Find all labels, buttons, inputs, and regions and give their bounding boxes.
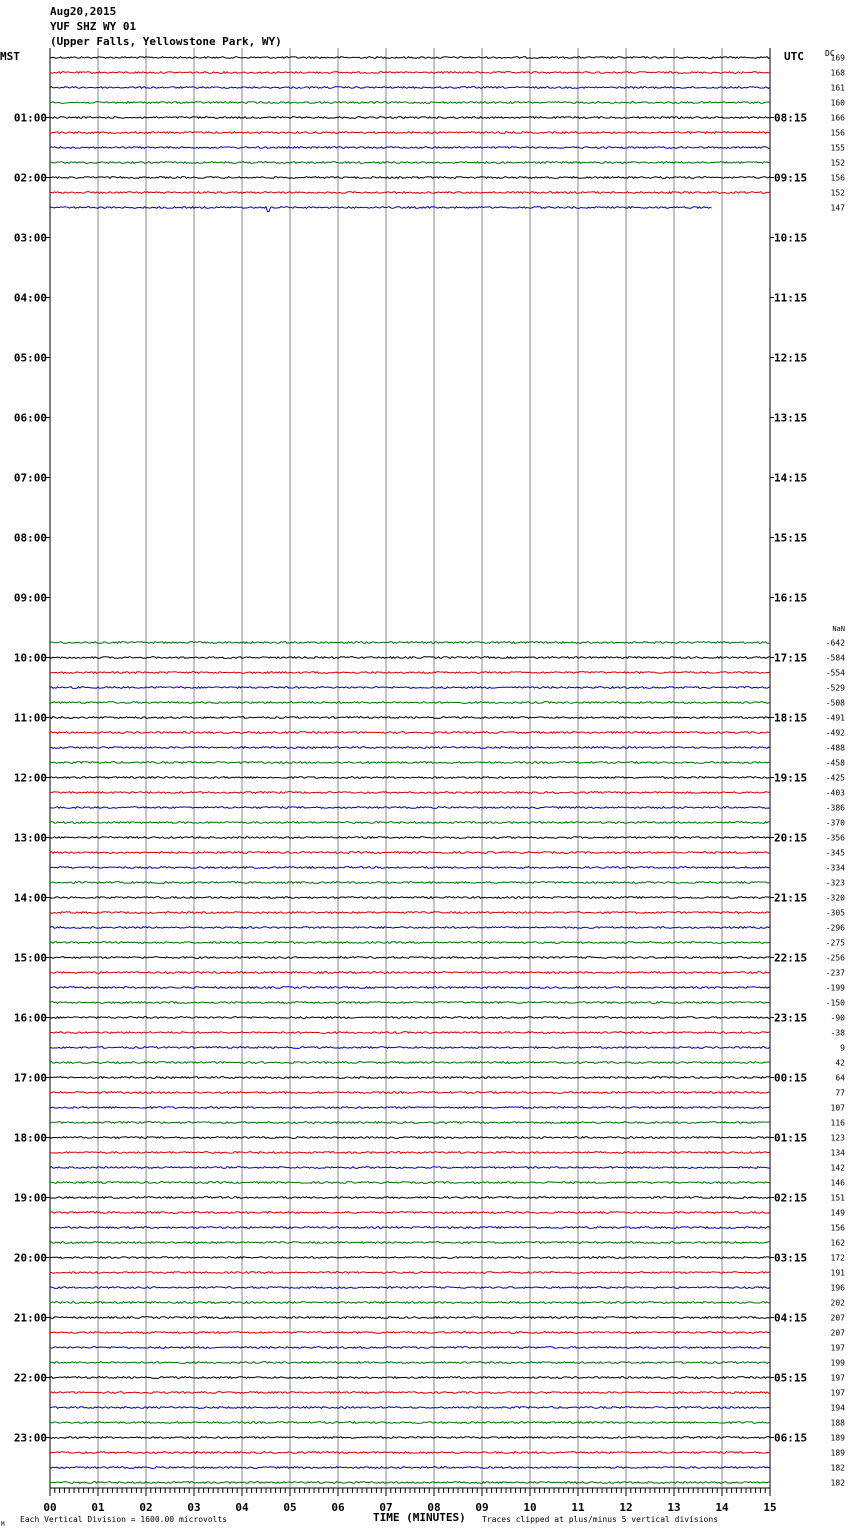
seismic-trace [50,1062,770,1064]
utc-hour-label: 09:15 [774,171,808,185]
dc-offset-label: -90 [830,1013,845,1023]
dc-offset-label: -370 [825,818,845,828]
x-tick-label: 08 [427,1501,441,1514]
seismic-trace [50,657,770,659]
seismic-trace [50,87,770,89]
dc-offset-label: -508 [825,698,845,708]
dc-offset-label: -492 [825,728,845,738]
x-tick-label: 04 [235,1501,249,1514]
seismic-trace [50,972,770,974]
mst-hour-label: 16:00 [13,1011,47,1025]
dc-offset-label: -403 [825,788,845,798]
utc-hour-label: 18:15 [774,711,808,725]
right-axis-title: UTC [784,50,804,63]
seismic-trace [50,792,770,794]
mst-hour-label: 09:00 [13,591,47,605]
mst-hour-label: 22:00 [13,1371,47,1385]
dc-offset-label: 134 [830,1148,845,1158]
dc-offset-label: 188 [830,1418,845,1428]
dc-offset-label: -237 [825,968,845,978]
seismic-trace [50,1377,770,1379]
dc-offset-label: -305 [825,908,845,918]
seismic-trace [50,1467,770,1469]
seismic-trace [50,822,770,824]
dc-offset-label: 9 [840,1043,845,1053]
utc-hour-label: 06:15 [774,1431,808,1445]
seismic-trace [50,777,770,779]
dc-offset-label: 172 [830,1253,845,1263]
dc-offset-label: 160 [830,98,845,108]
seismic-trace [50,1092,770,1094]
seismic-trace [50,1137,770,1139]
seismic-trace [50,1392,770,1394]
dc-offset-label: 202 [830,1298,845,1308]
seismic-trace [50,1317,770,1319]
mst-hour-label: 19:00 [13,1191,47,1205]
utc-hour-label: 16:15 [774,591,808,605]
utc-hour-label: 19:15 [774,771,808,785]
seismic-trace [50,957,770,959]
dc-offset-label: -275 [825,938,845,948]
utc-hour-label: 04:15 [774,1311,808,1325]
seismic-trace [50,132,770,134]
utc-hour-label: 10:15 [774,231,808,245]
dc-offset-label: 147 [830,203,845,213]
dc-offset-label: -491 [825,713,845,723]
utc-hour-label: 12:15 [774,351,808,365]
seismic-trace [50,1152,770,1154]
seismic-trace [50,807,770,809]
station-code: YUF SHZ WY 01 [50,20,137,33]
seismic-trace [50,1077,770,1079]
dc-offset-label: 152 [830,188,845,198]
seismic-trace [50,882,770,884]
seismic-trace [50,1197,770,1199]
mst-hour-label: 12:00 [13,771,47,785]
station-location: (Upper Falls, Yellowstone Park, WY) [50,35,282,48]
x-tick-label: 15 [763,1501,777,1514]
dc-offset-label: -320 [825,893,845,903]
seismic-trace [50,1302,770,1304]
clip-note: Traces clipped at plus/minus 5 vertical divisions [482,1515,719,1524]
dc-offset-label: 197 [830,1373,845,1383]
x-tick-label: 03 [187,1501,201,1514]
seismic-trace [50,1407,770,1409]
seismic-trace [50,57,770,59]
dc-offset-label: -386 [825,803,845,813]
seismic-trace [50,747,770,749]
mst-hour-label: 20:00 [13,1251,47,1265]
dc-offset-label: 182 [830,1463,845,1473]
seismic-trace [50,1122,770,1124]
utc-hour-label: 08:15 [774,111,808,125]
seismic-trace [50,1047,770,1049]
nan-column-header: NaN [832,625,845,633]
dc-offset-label: 155 [830,143,845,153]
seismic-trace [50,897,770,899]
seismic-trace [50,702,770,704]
x-tick-label: 11 [571,1501,585,1514]
dc-offset-label: 116 [830,1118,845,1128]
seismic-trace [50,117,770,119]
utc-hour-label: 02:15 [774,1191,808,1205]
x-tick-label: 12 [619,1501,633,1514]
seismic-trace [50,687,770,689]
dc-offset-label: 42 [835,1058,845,1068]
dc-offset-label: -334 [825,863,845,873]
dc-offset-label: 161 [830,83,845,93]
mst-hour-label: 07:00 [13,471,47,485]
seismic-trace [50,207,712,212]
seismic-trace [50,927,770,929]
mst-hour-label: 02:00 [13,171,47,185]
x-tick-label: 09 [475,1501,489,1514]
dc-offset-label: 191 [830,1268,845,1278]
seismic-trace [50,912,770,914]
mst-hour-label: 10:00 [13,651,47,665]
seismic-trace [50,672,770,674]
dc-offset-label: 196 [830,1283,845,1293]
seismic-trace [50,1287,770,1289]
dc-offset-label: -529 [825,683,845,693]
seismic-trace [50,1272,770,1274]
plot-date: Aug20,2015 [50,5,117,18]
mst-hour-label: 05:00 [13,351,47,365]
mst-hour-label: 17:00 [13,1071,47,1085]
seismic-trace [50,762,770,764]
seismic-trace [50,1422,770,1424]
mst-hour-label: 06:00 [13,411,47,425]
seismic-trace [50,1437,770,1439]
seismic-trace [50,1002,770,1004]
dc-offset-label: -38 [830,1028,845,1038]
corner-mark: M [1,1521,5,1528]
dc-offset-label: 194 [830,1403,845,1413]
utc-hour-label: 01:15 [774,1131,808,1145]
mst-hour-label: 01:00 [13,111,47,125]
dc-offset-label: 207 [830,1313,845,1323]
seismic-trace [50,1032,770,1034]
mst-hour-label: 15:00 [13,951,47,965]
x-axis-title: TIME (MINUTES) [373,1511,466,1524]
seismic-trace [50,1257,770,1259]
mst-hour-label: 18:00 [13,1131,47,1145]
seismic-trace [50,1212,770,1214]
dc-offset-label: -345 [825,848,845,858]
dc-offset-label: 146 [830,1178,845,1188]
seismic-trace [50,1482,770,1484]
dc-offset-label: 156 [830,173,845,183]
seismic-trace [50,1242,770,1244]
dc-offset-label: 151 [830,1193,845,1203]
utc-hour-label: 22:15 [774,951,808,965]
seismic-trace [50,987,770,989]
utc-hour-label: 15:15 [774,531,808,545]
seismic-trace [50,1182,770,1184]
dc-offset-label: 197 [830,1343,845,1353]
seismic-trace [50,1362,770,1364]
scale-note: Each Vertical Division = 1600.00 microvolts [20,1515,228,1524]
x-tick-label: 05 [283,1501,297,1514]
seismic-trace [50,102,770,104]
seismic-trace [50,1017,770,1019]
dc-offset-label: 64 [835,1073,845,1083]
mst-hour-label: 11:00 [13,711,47,725]
dc-offset-label: 189 [830,1433,845,1443]
dc-offset-label: 156 [830,128,845,138]
dc-offset-label: -150 [825,998,845,1008]
seismic-trace [50,1167,770,1169]
seismic-trace [50,1107,770,1109]
x-tick-label: 13 [667,1501,681,1514]
dc-column-header: DC [825,49,835,58]
mst-hour-label: 21:00 [13,1311,47,1325]
dc-offset-label: -584 [825,653,845,663]
mst-hour-label: 23:00 [13,1431,47,1445]
dc-offset-label: 162 [830,1238,845,1248]
utc-hour-label: 13:15 [774,411,808,425]
dc-offset-label: 156 [830,1223,845,1233]
dc-offset-label: 182 [830,1478,845,1488]
utc-hour-label: 21:15 [774,891,808,905]
dc-offset-label: 189 [830,1448,845,1458]
utc-hour-label: 00:15 [774,1071,808,1085]
dc-offset-label: -554 [825,668,845,678]
seismic-trace [50,72,770,74]
x-tick-label: 14 [715,1501,729,1514]
seismic-trace [50,942,770,944]
mst-hour-label: 04:00 [13,291,47,305]
x-tick-label: 10 [523,1501,537,1514]
utc-hour-label: 20:15 [774,831,808,845]
seismic-trace [50,867,770,869]
x-tick-label: 01 [91,1501,105,1514]
dc-offset-label: -199 [825,983,845,993]
utc-hour-label: 17:15 [774,651,808,665]
utc-hour-label: 03:15 [774,1251,808,1265]
dc-offset-label: -488 [825,743,845,753]
dc-offset-label: 107 [830,1103,845,1113]
dc-offset-label: 77 [835,1088,845,1098]
x-tick-label: 02 [139,1501,153,1514]
seismic-trace [50,147,770,149]
dc-offset-label: -642 [825,638,845,648]
seismic-trace [50,837,770,839]
utc-hour-label: 05:15 [774,1371,808,1385]
mst-hour-label: 03:00 [13,231,47,245]
dc-offset-label: 168 [830,68,845,78]
seismic-trace [50,852,770,854]
dc-offset-label: 169 [830,53,845,63]
seismic-trace [50,1332,770,1334]
seismic-trace [50,162,770,164]
seismic-trace [50,1347,770,1349]
x-tick-label: 06 [331,1501,345,1514]
left-axis-title: MST [0,50,20,63]
dc-offset-label: -323 [825,878,845,888]
seismic-trace [50,732,770,734]
mst-hour-label: 14:00 [13,891,47,905]
dc-offset-label: 123 [830,1133,845,1143]
seismic-trace [50,1452,770,1454]
mst-hour-label: 13:00 [13,831,47,845]
seismic-trace [50,717,770,719]
utc-hour-label: 23:15 [774,1011,808,1025]
seismic-trace [50,177,770,179]
seismic-trace [50,642,770,644]
dc-offset-label: 199 [830,1358,845,1368]
dc-offset-label: -425 [825,773,845,783]
x-tick-label: 00 [43,1501,57,1514]
seismic-trace [50,192,770,194]
x-tick-label: 07 [379,1501,393,1514]
utc-hour-label: 11:15 [774,291,808,305]
dc-offset-label: 197 [830,1388,845,1398]
dc-offset-label: 166 [830,113,845,123]
dc-offset-label: 207 [830,1328,845,1338]
dc-offset-label: 149 [830,1208,845,1218]
dc-offset-label: 152 [830,158,845,168]
dc-offset-label: 142 [830,1163,845,1173]
utc-hour-label: 14:15 [774,471,808,485]
seismic-trace [50,1227,770,1229]
mst-hour-label: 08:00 [13,531,47,545]
dc-offset-label: -458 [825,758,845,768]
dc-offset-label: -296 [825,923,845,933]
dc-offset-label: -256 [825,953,845,963]
dc-offset-label: -356 [825,833,845,843]
